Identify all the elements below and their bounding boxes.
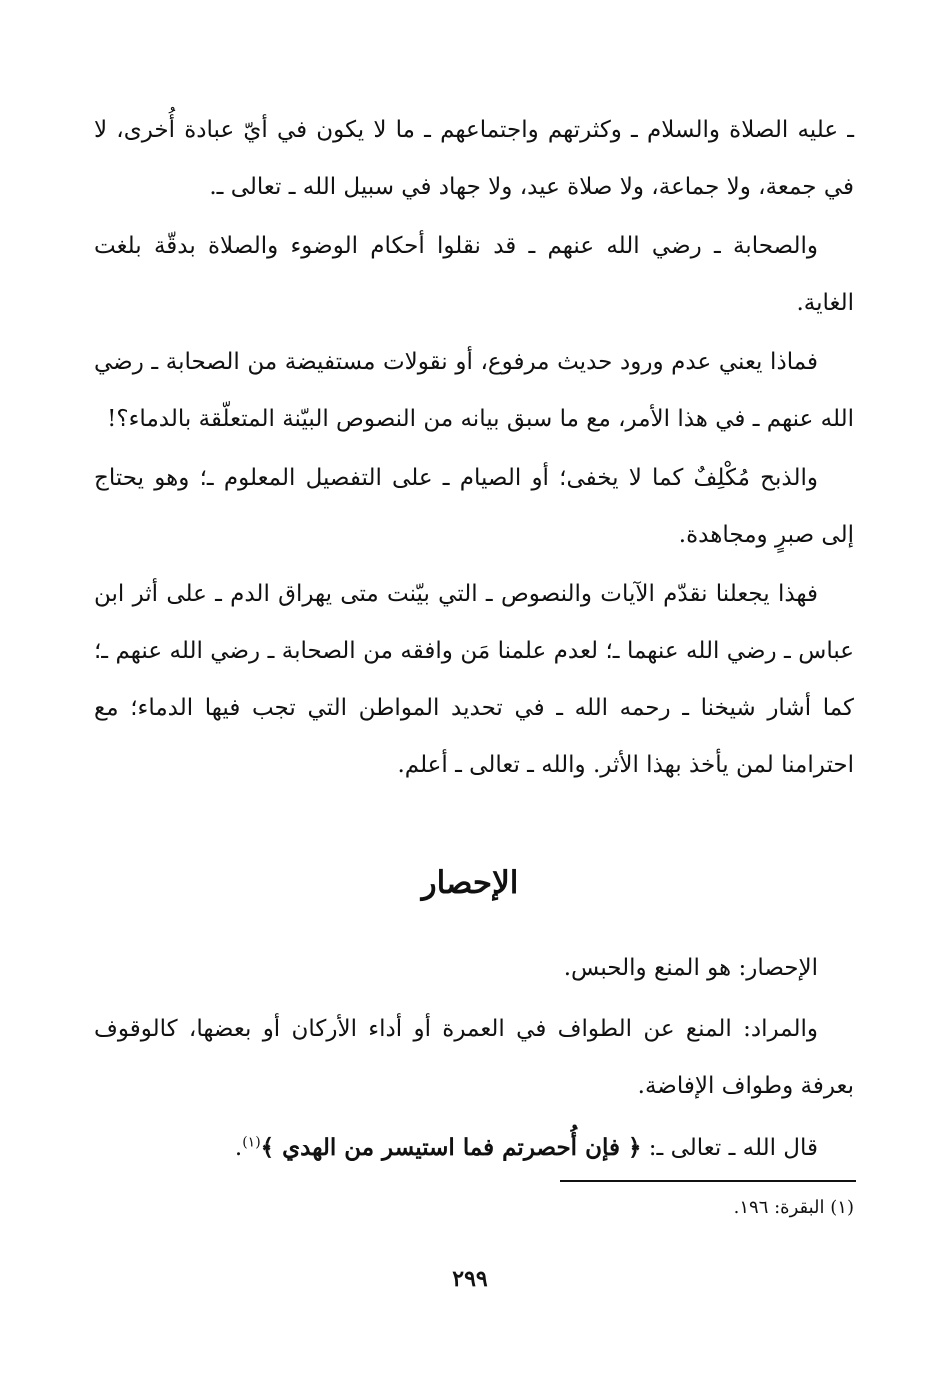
paragraph-1: ـ عليه الصلاة والسلام ـ وكثرتهم واجتماعهم ـ ما لا يكون في أيّ عبادة أُخرى، لا في جمعة، ولا جماعة، ولا صلاة عيد، ولا جهاد في سبيل الله ـ تعالى ـ. xyxy=(94,117,854,200)
footnote: (١) البقرة: ١٩٦. xyxy=(733,1197,854,1218)
paragraph-4: والذبح مُكْلِفٌ كما لا يخفى؛ أو الصيام ـ على التفصيل المعلوم ـ؛ وهو يحتاج إلى صبرٍ ومجاهدة. xyxy=(94,465,854,548)
paragraph-3: فماذا يعني عدم ورود حديث مرفوع، أو نقولات مستفيضة من الصحابة ـ رضي الله عنهم ـ في هذا الأمر، مع ما سبق بيانه من النصوص البيّنة المتعلّقة بالدماء؟! xyxy=(94,349,854,432)
section-body xyxy=(94,940,854,1181)
footnote-divider xyxy=(560,1180,856,1182)
paragraph-5: فهذا يجعلنا نقدّم الآيات والنصوص ـ التي بيّنت متى يهراق الدم ـ على أثر ابن عباس ـ رضي الله عنهما ـ؛ لعدم علمنا مَن وافقه من الصحابة ـ رضي الله عنهم ـ؛ كما أشار شيخنا ـ رحمه الله ـ في تحديد المواطن التي تجب فيها الدماء؛ مع احترامنا لمن يأخذ بهذا الأثر. والله ـ تعالى ـ أعلم. xyxy=(94,581,854,778)
definition-paragraph: الإحصار: هو المنع والحبس. xyxy=(563,955,818,981)
page-number: ٢٩٩ xyxy=(452,1266,488,1292)
main-text xyxy=(94,102,854,796)
quran-verse: ﴿ فإن أُحصرتم فما استيسر من الهدي ﴾ xyxy=(260,1134,642,1161)
section-heading: الإحصار xyxy=(421,865,519,901)
footnote-reference: (١) xyxy=(242,1134,261,1151)
paragraph-2: والصحابة ـ رضي الله عنهم ـ قد نقلوا أحكام الوضوء والصلاة بدقّة بلغت الغاية. xyxy=(94,233,854,316)
quote-paragraph xyxy=(94,1119,854,1177)
meaning-paragraph: والمراد: المنع عن الطواف في العمرة أو أداء الأركان أو بعضها، كالوقوف بعرفة وطواف الإفاضة. xyxy=(94,1016,854,1099)
quote-end: . xyxy=(234,1135,243,1161)
quote-intro: قال الله ـ تعالى ـ: xyxy=(641,1135,818,1161)
